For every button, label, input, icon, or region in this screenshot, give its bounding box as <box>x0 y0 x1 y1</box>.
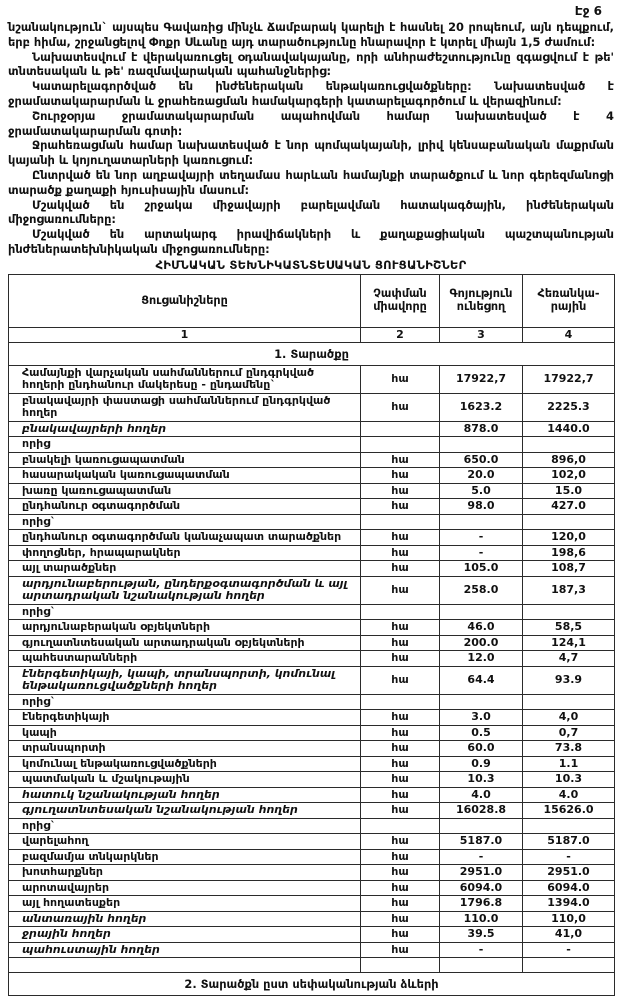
existing-value: 5.0 <box>440 483 523 499</box>
unit-cell: հա <box>361 365 440 393</box>
unit-cell: հա <box>361 666 440 694</box>
table-row <box>9 880 615 896</box>
indicator-label: արդյունաբերական օբյեկտների <box>9 620 361 636</box>
prospective-value: 108,7 <box>523 561 615 577</box>
unit-cell: հա <box>361 561 440 577</box>
existing-value <box>440 604 523 620</box>
table-row <box>9 772 615 788</box>
prospective-value: 0,7 <box>523 725 615 741</box>
indicator-label: կոմունալ ենթակառուցվածքների <box>9 756 361 772</box>
existing-value: 46.0 <box>440 620 523 636</box>
table-row <box>9 834 615 850</box>
indicator-label: ջրային հողեր <box>9 927 361 943</box>
unit-cell <box>361 604 440 620</box>
unit-cell: հա <box>361 756 440 772</box>
prospective-value: 5187.0 <box>523 834 615 850</box>
table-row <box>9 725 615 741</box>
indicator-label: էներգետիկայի <box>9 710 361 726</box>
prospective-value: 15.0 <box>523 483 615 499</box>
table-row <box>9 651 615 667</box>
table-row <box>9 911 615 927</box>
prospective-value: 10.3 <box>523 772 615 788</box>
existing-value <box>440 818 523 834</box>
existing-value: 64.4 <box>440 666 523 694</box>
paragraph: Մշակված են շրջակա միջավայրի բարելավման հատակագծային, ինժեներական միջոցառումները: <box>8 197 614 227</box>
indicator-label: որից` <box>9 818 361 834</box>
col-header-existing: Գոյություն ունեցող <box>440 274 523 327</box>
section-title: 1. Տարածքը <box>9 342 615 365</box>
prospective-value: 110,0 <box>523 911 615 927</box>
prospective-value: - <box>523 849 615 865</box>
indicator-label: արոտավայրեր <box>9 880 361 896</box>
unit-cell: հա <box>361 620 440 636</box>
unit-cell: հա <box>361 393 440 421</box>
table-row <box>9 393 615 421</box>
unit-cell: հա <box>361 803 440 819</box>
unit-cell: հա <box>361 651 440 667</box>
table-row <box>9 803 615 819</box>
indicator-label: փողոցներ, հրապարակներ <box>9 545 361 561</box>
indicator-label: ընդհանուր օգտագործման կանաչապատ տարածքներ <box>9 530 361 546</box>
unit-cell: հա <box>361 452 440 468</box>
table-row <box>9 756 615 772</box>
unit-cell: հա <box>361 865 440 881</box>
prospective-value: 58,5 <box>523 620 615 636</box>
unit-cell: հա <box>361 499 440 515</box>
indicator-label: բազմամյա տնկարկներ <box>9 849 361 865</box>
prospective-value: 102,0 <box>523 468 615 484</box>
unit-cell: հա <box>361 725 440 741</box>
indicator-label: խոտհարքներ <box>9 865 361 881</box>
existing-value: 12.0 <box>440 651 523 667</box>
indicator-label <box>9 958 361 973</box>
existing-value: 10.3 <box>440 772 523 788</box>
existing-value: - <box>440 530 523 546</box>
unit-cell: հա <box>361 576 440 604</box>
indicator-label: ընդհանուր օգտագործման <box>9 499 361 515</box>
unit-cell: հա <box>361 635 440 651</box>
table-row <box>9 604 615 620</box>
table-row <box>9 942 615 958</box>
column-number-1: 1 <box>9 327 361 342</box>
paragraph: Մշակված են արտակարգ իրավիճակների և քաղաքացիական պաշտպանության ինժեներատեխնիկական միջոցառումները: <box>8 227 614 256</box>
unit-cell: հա <box>361 911 440 927</box>
prospective-value: 73.8 <box>523 741 615 757</box>
table-row <box>9 694 615 710</box>
section-title: 2. Տարածքն ըստ սեփականության ձևերի <box>9 973 615 996</box>
paragraph: Նախատեսվում է վերակառուցել օդանավակայանը, որի անհրաժեշտությունը զգացվում է թե' տնտեսական և թե' ռազմավարական պահանջներից: <box>8 49 614 79</box>
prospective-value: 427.0 <box>523 499 615 515</box>
indicator-label: Համայնքի վարչական սահմաններում ընդգրկված հողերի ընդհանուր մակերեսը - ընդամենը` <box>9 365 361 393</box>
existing-value: - <box>440 849 523 865</box>
indicator-label: պահուստային հողեր <box>9 942 361 958</box>
column-number-row <box>9 327 615 342</box>
prospective-value: 6094.0 <box>523 880 615 896</box>
existing-value: 2951.0 <box>440 865 523 881</box>
unit-cell: հա <box>361 942 440 958</box>
paragraph: Կատարելագործված են ինժեներական ենթակառուցվածքները: Նախատեսված է ջրամատակարարման և ջրահեռացման համակարգերի կատարելագործում և վերազինում: <box>8 79 614 108</box>
prospective-value <box>523 694 615 710</box>
table-row <box>9 620 615 636</box>
table-row <box>9 958 615 973</box>
table-row <box>9 437 615 453</box>
unit-cell <box>361 437 440 453</box>
prospective-value: 120,0 <box>523 530 615 546</box>
table-header-row <box>9 274 615 327</box>
unit-cell <box>361 421 440 437</box>
unit-cell: հա <box>361 834 440 850</box>
indicator-label: այլ տարածքներ <box>9 561 361 577</box>
table-row <box>9 452 615 468</box>
existing-value: 0.5 <box>440 725 523 741</box>
existing-value <box>440 437 523 453</box>
indicator-label: գյուղատնտեսական նշանակության հողեր <box>9 803 361 819</box>
indicator-label: բնակավայրերի հողեր <box>9 421 361 437</box>
table-row <box>9 530 615 546</box>
table-row <box>9 499 615 515</box>
prospective-value <box>523 818 615 834</box>
existing-value: - <box>440 545 523 561</box>
table-row <box>9 576 615 604</box>
unit-cell: հա <box>361 741 440 757</box>
unit-cell <box>361 514 440 530</box>
unit-cell: հա <box>361 880 440 896</box>
prospective-value: 17922,7 <box>523 365 615 393</box>
existing-value: 110.0 <box>440 911 523 927</box>
existing-value: 60.0 <box>440 741 523 757</box>
table-row <box>9 896 615 912</box>
indicator-label: պատմական և մշակութային <box>9 772 361 788</box>
prospective-value: 2951.0 <box>523 865 615 881</box>
existing-value: 200.0 <box>440 635 523 651</box>
prospective-value <box>523 514 615 530</box>
indicator-label: որից` <box>9 514 361 530</box>
table-row <box>9 483 615 499</box>
indicator-label: հասարակական կառուցապատման <box>9 468 361 484</box>
prospective-value: 93.9 <box>523 666 615 694</box>
unit-cell: հա <box>361 787 440 803</box>
table-head <box>9 274 615 342</box>
table-row <box>9 545 615 561</box>
indicators-table-body <box>9 342 615 996</box>
existing-value: 39.5 <box>440 927 523 943</box>
prospective-value <box>523 604 615 620</box>
table-row <box>9 514 615 530</box>
paragraph: Ընտրված են նոր աղբավայրի տեղամաս հարևան համայնքի տարածքում և նոր գերեզմանոցի տարածք քաղաքի հյուսիսային մասում: <box>8 167 614 197</box>
existing-value: 0.9 <box>440 756 523 772</box>
body-paragraphs <box>8 20 614 257</box>
unit-cell: հա <box>361 927 440 943</box>
existing-value: 5187.0 <box>440 834 523 850</box>
prospective-value: 2225.3 <box>523 393 615 421</box>
col-header-prospective: Հեռանկա-րային <box>523 274 615 327</box>
table-row <box>9 365 615 393</box>
existing-value: 1796.8 <box>440 896 523 912</box>
indicator-label: որից` <box>9 694 361 710</box>
indicator-label: հատուկ նշանակության հողեր <box>9 787 361 803</box>
prospective-value: 15626.0 <box>523 803 615 819</box>
paragraph: Ջրահեռացման համար նախատեսված է նոր պոմպակայանի, լրիվ կենսաբանական մաքրման կայանի և կոյուղատարների կառուցում: <box>8 138 614 168</box>
existing-value: 20.0 <box>440 468 523 484</box>
unit-cell: հա <box>361 849 440 865</box>
indicator-label: կապի <box>9 725 361 741</box>
prospective-value: 124,1 <box>523 635 615 651</box>
col-header-indicators: Ցուցանիշները <box>9 274 361 327</box>
indicator-label: գյուղատնտեսական արտադրական օբյեկտների <box>9 635 361 651</box>
prospective-value: 41,0 <box>523 927 615 943</box>
existing-value: 105.0 <box>440 561 523 577</box>
unit-cell: հա <box>361 772 440 788</box>
prospective-value: - <box>523 942 615 958</box>
indicators-table <box>8 274 615 996</box>
unit-cell <box>361 694 440 710</box>
unit-cell: հա <box>361 468 440 484</box>
table-title: ՀԻՄՆԱԿԱՆ ՏԵԽՆԻԿԱՏՆՏԵՍԱԿԱՆ ՑՈՒՑԱՆԻՇՆԵՐ <box>155 257 467 272</box>
table-row <box>9 741 615 757</box>
existing-value: 98.0 <box>440 499 523 515</box>
indicator-label: էներգետիկայի, կապի, տրանսպորտի, կոմունալ ենթակառուցվածքների հողեր <box>9 666 361 694</box>
existing-value: 16028.8 <box>440 803 523 819</box>
page-number: Էջ 6 <box>574 4 602 18</box>
unit-cell: հա <box>361 483 440 499</box>
prospective-value: 896,0 <box>523 452 615 468</box>
section-row <box>9 342 615 365</box>
indicator-label: վարելահող <box>9 834 361 850</box>
table-row <box>9 666 615 694</box>
unit-cell <box>361 958 440 973</box>
indicator-label: այլ հողատեսքեր <box>9 896 361 912</box>
unit-cell: հա <box>361 545 440 561</box>
prospective-value: 198,6 <box>523 545 615 561</box>
existing-value: 650.0 <box>440 452 523 468</box>
existing-value: 1623.2 <box>440 393 523 421</box>
indicator-label: որից` <box>9 604 361 620</box>
paragraph: Շուրջօրյա ջրամատակարարման ապահովման համար նախատեսված է 4 ջրամատակարարման գոտի: <box>8 108 614 138</box>
existing-value: 258.0 <box>440 576 523 604</box>
paragraph: նշանակություն` այսպես Գավառից մինչև Ճամբարակ կարելի է հասնել 20 րոպեում, այն դեպքում, երբ հիմա, շրջանցելով Փոքր Սևանը այդ տարածությունը հնարավոր է կտրել միայն 1,5 ժամում: <box>8 20 614 49</box>
table-row <box>9 561 615 577</box>
existing-value: 6094.0 <box>440 880 523 896</box>
table-row <box>9 865 615 881</box>
column-number-3: 3 <box>440 327 523 342</box>
table-row <box>9 849 615 865</box>
unit-cell: հա <box>361 710 440 726</box>
existing-value: 4.0 <box>440 787 523 803</box>
existing-value <box>440 694 523 710</box>
indicator-label: բնակավայրի փաստացի սահմաններում ընդգրկված հողեր <box>9 393 361 421</box>
prospective-value <box>523 958 615 973</box>
existing-value: 17922,7 <box>440 365 523 393</box>
prospective-value <box>523 437 615 453</box>
col-header-unit: Չափման միավորը <box>361 274 440 327</box>
prospective-value: 4,7 <box>523 651 615 667</box>
existing-value: 3.0 <box>440 710 523 726</box>
existing-value: - <box>440 942 523 958</box>
indicator-label: տրանսպորտի <box>9 741 361 757</box>
unit-cell: հա <box>361 896 440 912</box>
column-number-4: 4 <box>523 327 615 342</box>
table-row <box>9 421 615 437</box>
existing-value <box>440 514 523 530</box>
indicator-label: բնակելի կառուցապատման <box>9 452 361 468</box>
existing-value: 878.0 <box>440 421 523 437</box>
column-number-2: 2 <box>361 327 440 342</box>
prospective-value: 187,3 <box>523 576 615 604</box>
table-row <box>9 927 615 943</box>
prospective-value: 1394.0 <box>523 896 615 912</box>
indicator-label: պահեստարանների <box>9 651 361 667</box>
unit-cell <box>361 818 440 834</box>
prospective-value: 4,0 <box>523 710 615 726</box>
table-row <box>9 635 615 651</box>
prospective-value: 4.0 <box>523 787 615 803</box>
indicator-label: որից <box>9 437 361 453</box>
prospective-value: 1.1 <box>523 756 615 772</box>
indicator-label: անտառային հողեր <box>9 911 361 927</box>
table-row <box>9 468 615 484</box>
indicator-label: խառը կառուցապատման <box>9 483 361 499</box>
table-row <box>9 787 615 803</box>
table-row <box>9 710 615 726</box>
unit-cell: հա <box>361 530 440 546</box>
existing-value <box>440 958 523 973</box>
prospective-value: 1440.0 <box>523 421 615 437</box>
section-row <box>9 973 615 996</box>
indicator-label: արդյունաբերության, ընդերքօգտագործման և այլ արտադրական նշանակության հողեր <box>9 576 361 604</box>
table-row <box>9 818 615 834</box>
